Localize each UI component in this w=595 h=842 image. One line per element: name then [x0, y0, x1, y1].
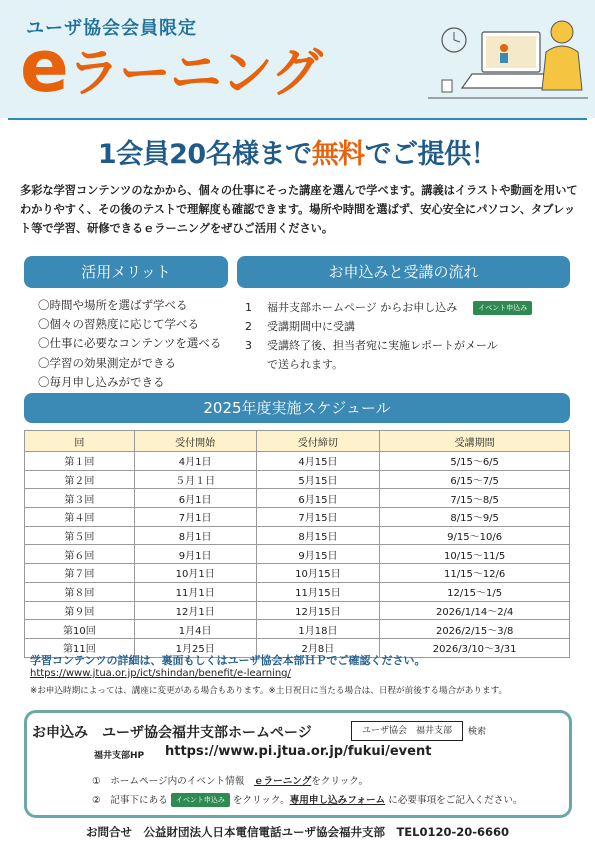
- schedule-cell: 8/15～9/5: [380, 508, 570, 527]
- contact-footer: お問合せ 公益財団法人日本電信電話ユーザ協会福井支部 TEL0120-20-6660: [85, 825, 510, 839]
- elearning-link[interactable]: ｅラーニング: [253, 776, 312, 787]
- apply-step-2: [92, 792, 523, 807]
- flow-heading: お申込みと受講の流れ: [237, 256, 570, 288]
- schedule-cell: 第５回: [25, 526, 135, 545]
- schedule-cell: 8月15日: [256, 526, 380, 545]
- header-cell: 受講期間: [380, 431, 570, 452]
- title-e-letter: e: [20, 24, 68, 108]
- apply-url-label: 福井支部HP: [94, 751, 145, 761]
- schedule-cell: 7月1日: [134, 508, 256, 527]
- schedule-cell: 5/15～6/5: [380, 452, 570, 471]
- schedule-row: [25, 470, 570, 489]
- schedule-cell: 第11回: [25, 638, 135, 657]
- step-text: 受講終了後、担当者宛に実施レポートがメール: [267, 339, 498, 352]
- step2-mid: をクリック。: [232, 795, 290, 806]
- schedule-row: [25, 582, 570, 601]
- header-cell: 受付開始: [134, 431, 256, 452]
- schedule-cell: 12月1日: [134, 601, 256, 620]
- schedule-cell: 第３回: [25, 489, 135, 508]
- schedule-cell: 10月1日: [134, 564, 256, 583]
- schedule-row: [25, 545, 570, 564]
- apply-step-1: [92, 773, 368, 787]
- schedule-cell: 6/15～7/5: [380, 470, 570, 489]
- schedule-row: [25, 508, 570, 527]
- schedule-cell: ５月１日: [134, 470, 256, 489]
- schedule-cell: 第４回: [25, 508, 135, 527]
- step1-post: をクリック。: [311, 776, 369, 787]
- schedule-cell: 1月4日: [134, 620, 256, 639]
- flow-step: [245, 336, 575, 355]
- step-number: 3: [245, 339, 252, 352]
- schedule-cell: 9/15～10/6: [380, 526, 570, 545]
- headline-part2: でご提供！: [364, 139, 498, 170]
- search-term-box: ユーザ協会 福井支部: [351, 721, 463, 741]
- merit-item: 〇時間や場所を選ばず学べる: [38, 298, 188, 312]
- apply-url-link[interactable]: https://www.pi.jtua.or.jp/fukui/event: [165, 744, 432, 759]
- apply-title: お申込み ユーザ協会福井支部ホームページ: [32, 725, 312, 741]
- schedule-cell: 5月15日: [256, 470, 380, 489]
- flow-step: [245, 355, 575, 374]
- merit-item: 〇学習の効果測定ができる: [38, 355, 176, 370]
- schedule-cell: 7/15～8/5: [380, 489, 570, 508]
- schedule-table: [24, 430, 570, 658]
- schedule-cell: 4月15日: [256, 452, 380, 471]
- schedule-cell: 2026/3/10～3/31: [380, 638, 570, 657]
- flow-step: [245, 298, 575, 317]
- schedule-cell: 第２回: [25, 470, 135, 489]
- title-text: ラーニング: [67, 44, 322, 104]
- schedule-row: [25, 489, 570, 508]
- schedule-row: [25, 601, 570, 620]
- caution-note: ※お申込時期によっては、講座に変更がある場合もあります。※土日祝日に当たる場合は、日程が前後する場合があります。: [30, 686, 508, 696]
- schedule-cell: 12月15日: [256, 601, 380, 620]
- event-apply-button[interactable]: イベント申込み: [171, 793, 230, 807]
- schedule-row: [25, 564, 570, 583]
- schedule-row: [25, 526, 570, 545]
- schedule-cell: 第10回: [25, 620, 135, 639]
- schedule-cell: 2026/2/15～3/8: [380, 620, 570, 639]
- header-subtitle: ユーザ協会会員限定: [26, 18, 197, 39]
- schedule-cell: 6月1日: [134, 489, 256, 508]
- schedule-cell: 第７回: [25, 564, 135, 583]
- merit-item: 〇個々の習熟度に応じて学べる: [38, 317, 199, 332]
- schedule-cell: 第１回: [25, 452, 135, 471]
- schedule-cell: 11月1日: [134, 582, 256, 601]
- merit-item: 〇仕事に必要なコンテンツを選べる: [38, 336, 222, 351]
- schedule-cell: 9月1日: [134, 545, 256, 564]
- step-number: 2: [245, 320, 252, 333]
- schedule-cell: 2月8日: [256, 638, 380, 657]
- headline: [10, 132, 585, 171]
- schedule-cell: 10/15～11/5: [380, 545, 570, 564]
- schedule-cell: 第６回: [25, 545, 135, 564]
- schedule-body: [25, 452, 570, 658]
- schedule-cell: 11月15日: [256, 582, 380, 601]
- schedule-cell: 12/15～1/5: [380, 582, 570, 601]
- schedule-cell: 4月1日: [134, 452, 256, 471]
- schedule-cell: 11/15～12/6: [380, 564, 570, 583]
- merits-list: [38, 296, 221, 392]
- step-number: [245, 355, 267, 374]
- schedule-cell: 7月15日: [256, 508, 380, 527]
- flow-steps: [245, 298, 575, 374]
- header-divider: [8, 118, 587, 120]
- step2-pre: ② 記事下にある: [92, 795, 168, 806]
- header-cell: 受付締切: [256, 431, 380, 452]
- flow-step: [245, 317, 575, 336]
- search-label: 検索: [468, 727, 487, 737]
- step-text: 受講期間中に受講: [267, 320, 355, 333]
- schedule-header-row: [25, 431, 570, 452]
- schedule-row: [25, 620, 570, 639]
- step-text: 福井支部ホームページ からお申し込み: [267, 301, 458, 314]
- schedule-cell: 9月15日: [256, 545, 380, 564]
- step2-post: に必要事項をご記入ください。: [388, 795, 523, 806]
- schedule-heading: 2025年度実施スケジュール: [24, 393, 570, 423]
- schedule-cell: 10月15日: [256, 564, 380, 583]
- apply-form-link[interactable]: 専用申し込みフォーム: [289, 795, 386, 806]
- headline-accent: 無料: [311, 139, 365, 170]
- schedule-cell: 第８回: [25, 582, 135, 601]
- merit-item: 〇毎月申し込みができる: [38, 374, 165, 389]
- schedule-cell: 8月1日: [134, 526, 256, 545]
- content-detail-note: 学習コンテンツの詳細は、裏面もしくはユーザ協会本部ＨＰでご確認ください。: [30, 654, 426, 667]
- person-at-laptop-illustration: [428, 12, 588, 112]
- intro-text: 多彩な学習コンテンツのなかから、個々の仕事にそった講座を選んで学べます。講義はイラストや動画を用いてわかりやすく、その後のテストで理解度も確認できます。場所や時間を選ばず、安心安全にパソコン、タブレット等で学習、研修できるｅラーニングをぜひご活用ください。: [20, 184, 578, 235]
- schedule-cell: 1月25日: [134, 638, 256, 657]
- schedule-cell: 第９回: [25, 601, 135, 620]
- headline-part1: 1会員20名様まで: [97, 139, 312, 170]
- merits-heading: 活用メリット: [24, 256, 228, 288]
- header-cell: 回: [25, 431, 135, 452]
- schedule-cell: 2026/1/14～2/4: [380, 601, 570, 620]
- jtua-link[interactable]: https://www.jtua.or.jp/ict/shindan/benefit/e-learning/: [30, 668, 291, 679]
- step-text: で送られます。: [267, 358, 344, 371]
- step1-pre: ① ホームページ内のイベント情報: [92, 776, 245, 787]
- event-apply-button[interactable]: イベント申込み: [473, 301, 532, 315]
- schedule-row: [25, 452, 570, 471]
- schedule-cell: 6月15日: [256, 489, 380, 508]
- step-number: 1: [245, 301, 252, 314]
- schedule-cell: 1月18日: [256, 620, 380, 639]
